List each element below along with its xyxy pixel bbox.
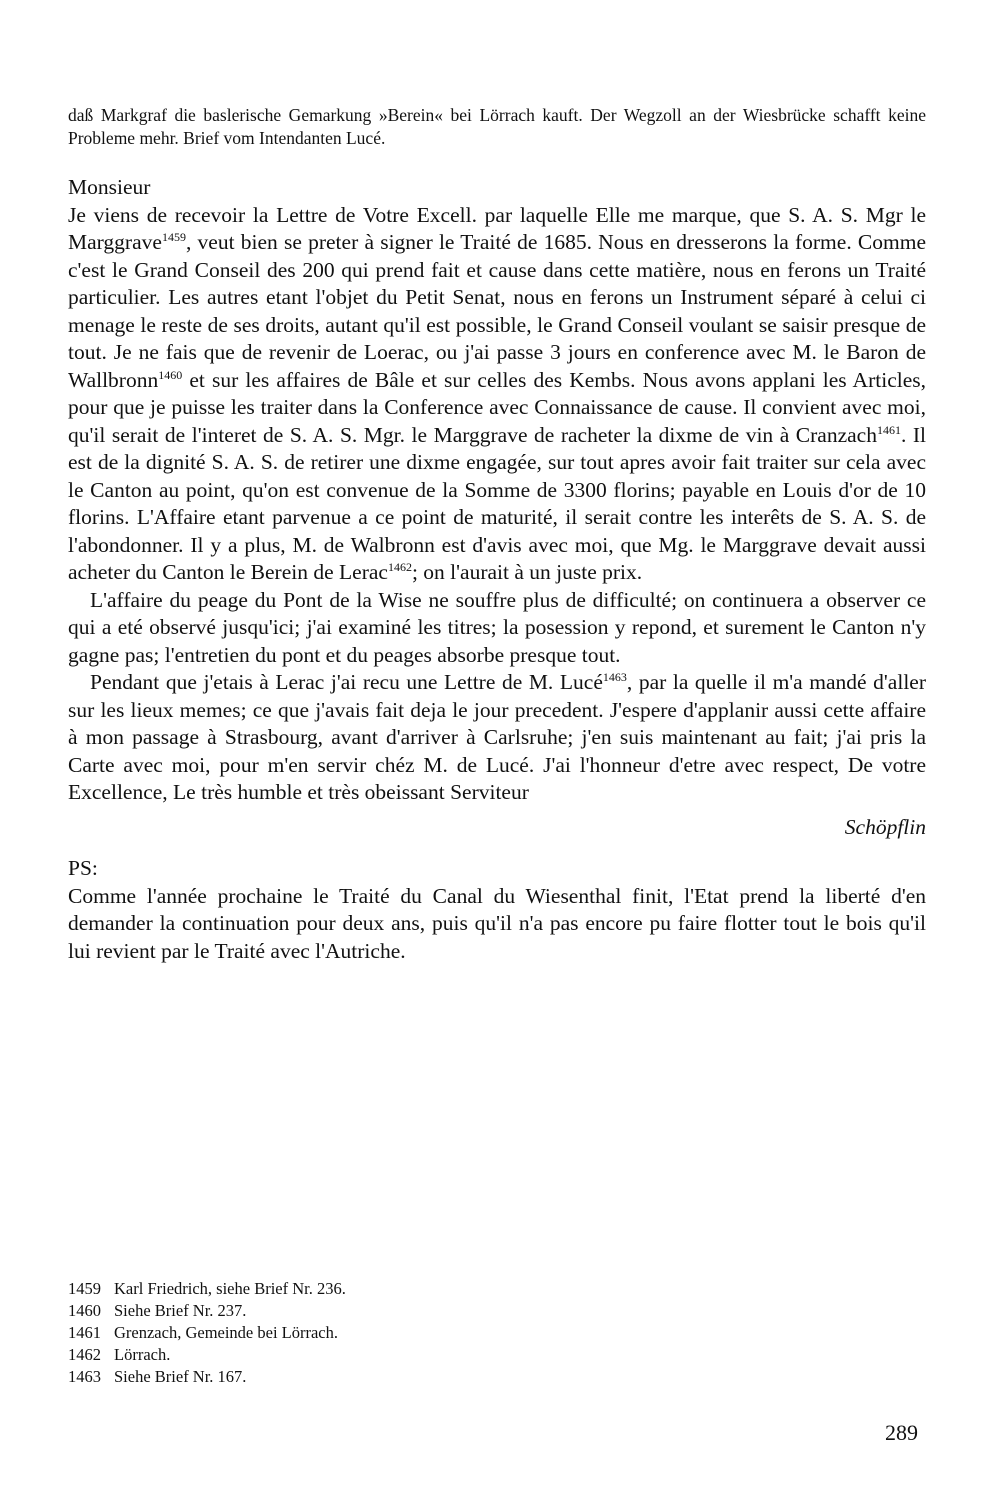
footnote-number: 1461 [68, 1323, 101, 1342]
footnote [68, 1366, 926, 1388]
footnote [68, 1300, 926, 1322]
text-run: et sur les affaires de Bâle et sur celles des Kembs. Nous avons applani les Articles, pour que je puisse les traiter dans la Conference avec Connaissance de cause. Il convient avec moi, qu'il serait de l'interet de S. A. S. Mgr. le Marggrave de racheter la dixme de vin à Cranzach [68, 367, 926, 447]
footnote-text: Lörrach. [114, 1345, 171, 1364]
footnote-number: 1459 [68, 1279, 101, 1298]
text-run: , par la quelle il m'a mandé d'aller sur les lieux memes; ce que j'avais fait deja le jour precedent. J'espere d'applanir aussi cette affaire à mon passage à Strasbourg, avant d'arriver à Carlsruhe; j'en suis maintenant au fait; j'ai pris la Carte avec moi, pour m'en servir chéz M. de Lucé. J'ai l'honneur d'etre avec respect, De votre Excellence, Le très humble et très obeissant Serviteur [68, 670, 926, 804]
footnote-text: Siehe Brief Nr. 167. [114, 1367, 247, 1386]
footnote-number: 1460 [68, 1301, 101, 1320]
footnote-text: Grenzach, Gemeinde bei Lörrach. [114, 1323, 339, 1342]
footnote-text: Siehe Brief Nr. 237. [114, 1301, 247, 1320]
postscript-text: Comme l'année prochaine le Traité du Canal du Wiesenthal finit, l'Etat prend la liberté d'en demander la continuation pour deux ans, puis qu'il n'a pas encore pu faire flotter tout le bois qu'il lui revient par le Traité avec l'Autriche. [68, 883, 926, 963]
footnote [68, 1278, 926, 1300]
footnote-ref-1459: 1459 [161, 230, 186, 244]
text-run: ; on l'aurait à un juste prix. [411, 560, 643, 584]
text-run: Pendant que j'etais à Lerac j'ai recu une Lettre de M. Lucé [90, 670, 603, 694]
footnotes [68, 1278, 926, 1388]
postscript-label: PS: [68, 856, 98, 880]
footnote-ref-1461: 1461 [876, 422, 901, 437]
footnote-ref-1462: 1462 [387, 560, 412, 574]
footnote [68, 1322, 926, 1344]
letter-summary: daß Markgraf die baslerische Gemarkung »Berein« bei Lörrach kauft. Der Wegzoll an der Wiesbrücke schafft keine Probleme mehr. Brief vom Intendanten Lucé. [68, 105, 926, 148]
footnote [68, 1344, 926, 1366]
text-run: , veut bien se preter à signer le Traité de 1685. Nous en dresserons la forme. Comme c'est le Grand Conseil des 200 qui prend fait et cause dans cette matière, nous en ferons un Traité particulier. Les autres etant l'objet du Petit Senat, nous en ferons un Instrument séparé à celui ci menage le reste de ses droits, autant qu'il est possible, le Grand Conseil voulant se saisir presque de tout. Je ne fais que de revenir de Loerac, ou j'ai passe 3 jours en conference avec M. le Baron de Wallbronn [68, 230, 926, 392]
paragraph-2: L'affaire du peage du Pont de la Wise ne souffre plus de difficulté; on continuera a observer ce qui a eté observé jusqu'ici; j'ai examiné les titres; la posession y repond, et surement le Canton n'y gagne pas; l'entretien du pont et du peages absorbe presque tout. [68, 587, 926, 667]
paragraph-3 [68, 669, 926, 807]
letter-body [68, 174, 926, 965]
text-run: . Il est de la dignité S. A. S. de retirer une dixme engagée, sur tout apres avoir fait traiter sur cela avec le Canton au point, qu'on est convenue de la Somme de 3300 florins; payable en Louis d'or de 10 florins. L'Affaire etant parvenue a ce point de maturité, il serait contre les interêts de S. A. S. de l'abondonner. Il y a plus, M. de Walbronn est d'avis avec moi, que Mg. le Marggrave devait aussi acheter du Canton le Berein de Lerac [68, 422, 926, 584]
document-page [68, 0, 926, 1500]
footnote-text: Karl Friedrich, siehe Brief Nr. 236. [114, 1279, 346, 1298]
paragraph-1 [68, 202, 926, 587]
text-run: Je viens de recevoir la Lettre de Votre Excell. par laquelle Elle me marque, que S. A. S. Mgr le Marggrave [68, 202, 926, 254]
footnote-ref-1463: 1463 [602, 670, 627, 684]
signature: Schöpflin [844, 814, 926, 839]
salutation: Monsieur [68, 175, 151, 199]
footnote-ref-1460: 1460 [158, 367, 183, 382]
page-number: 289 [885, 1420, 918, 1445]
footnote-number: 1463 [68, 1367, 101, 1386]
footnote-number: 1462 [68, 1345, 101, 1364]
